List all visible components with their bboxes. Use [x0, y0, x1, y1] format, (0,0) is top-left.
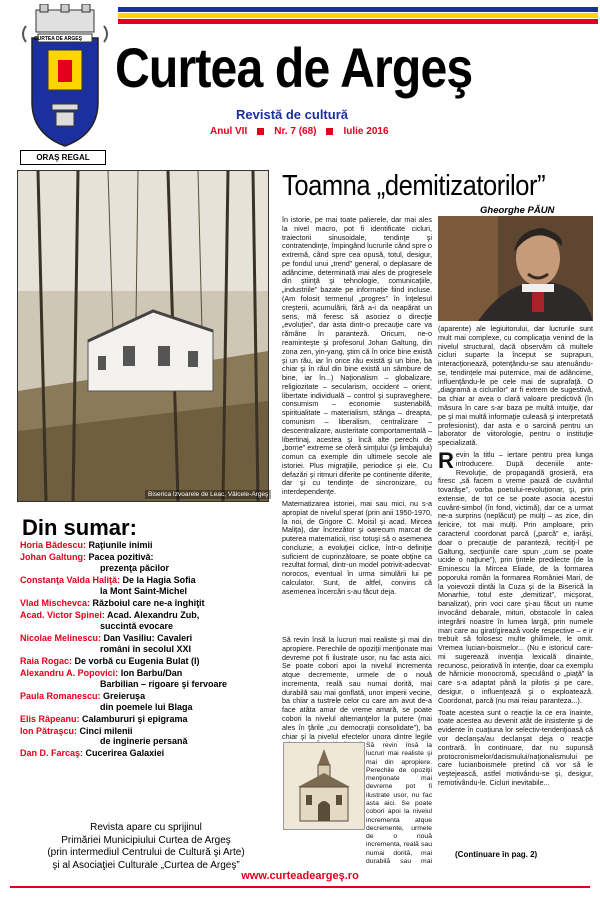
sponsor-line: şi al Asociaţiei Culturale „Curtea de Argeş” [52, 859, 240, 871]
article-paragraph: Toate acestea sunt o reacţie la ce era înainte, toate acestea au devenit atât de insistente şi de evidente în cuaţiuna lor selectiv-tendenţioasă că vor declanşa/au declanşat deja o reacţie contrară. În continuare, dar nu supunsă protocronismelor/dacismului/naţionalismului pe care lucianboismele pretind că vor să le veştejească, astfel motivându-se şi, desigur, remotivându-le. Cicluri inevitabile... [438, 707, 593, 787]
author-photo [438, 216, 593, 321]
summary-item[interactable] [20, 598, 270, 609]
flag-stripe-yellow [118, 13, 598, 18]
summary-item[interactable] [20, 610, 270, 632]
issue-year: Anul VII [210, 125, 248, 137]
summary-author: Paula Romanescu: [20, 690, 101, 701]
summary-author: Acad. Victor Spinei: [20, 609, 105, 620]
summary-author: Elis Râpeanu: [20, 713, 80, 724]
sponsor-line: Revista apare cu sprijinul [90, 822, 202, 833]
summary-item[interactable] [20, 748, 270, 759]
website-link[interactable]: www.curteadeargeş.ro [241, 870, 359, 882]
summary-item-continued: români în secolul XXI [100, 643, 192, 654]
summary-item[interactable] [20, 714, 270, 725]
summary-item[interactable] [20, 575, 270, 597]
summary-item-title: Raţiunile inimii [88, 540, 153, 550]
summary-item[interactable] [20, 668, 270, 690]
summary-item-continued: prezenţa păcilor [100, 562, 170, 573]
article-column-3 [438, 325, 593, 865]
summary-item-title: Războiul care ne-a înghiţit [92, 597, 205, 608]
city-status-banner: ORAŞ REGAL [20, 150, 106, 165]
summary-item-title: De vorbă cu Eugenia Bulat (I) [74, 655, 200, 666]
article-paragraph: În istorie, pe mai toate palierele, dar mai ales la nivel macro, pot fi identificate cicluri, traiectorii sinusoidale, tendinţe şi contratendinţe, împingând lucrurile când spre o extremă, când spre cea opusă, totul, desigur, pe fondul unui „trend” general, o deplasare de adâncime, determinată mai ales de progresele din ştiinţă şi tehnologie, comunicaţiile, „industriile” bazate pe informaţie fiind incluse. (Am folosit termenul „progres” în înţelesul creşterii, acumulării, fără a-i da neapărat un sens, mă feresc să asociez o direcţie „evoluţiei”, dar asta dintr-o precauţie care va rămâne în paranteză. Oricum, ne-o reaminteşte şi profesorul Johan Galtung, din zona zen, yin-yang, ştim că în orice bine există şi un rău, iar în orice rău există şi un bine, ba chiar şi în răul din bine există un sâmbure de bine, iar în...) Naţionalism – globalizare, religiozitate – secularism, occident – orient, libertate individuală – control şi supraveghere, consumism – economie sustenabilă, spiritualitate – materialism, stânga – dreapta, comunism – liberalism, centralizare – descentralizare, austeritate comportamentală – libertinaj, acestea şi încă alte perechi de „borne” extreme se oferă simţului (şi limbajului) comun ca exemple din ultimele secole ale istoriei. Plus migraţiile, periodice şi ele. Cu defazări şi ritmuri diferite pe continente diferite, dar şi cu tendinţe de sincronizare, cu interdependenţe. [282, 216, 432, 497]
continued-note[interactable]: (Continuare în pag. 2) [455, 850, 538, 859]
summary-item-continued: Barbilian – rigoare şi fervoare [100, 678, 228, 689]
summary-item[interactable] [20, 540, 270, 551]
article-column-2 [282, 636, 432, 742]
sponsor-line: (prin intermediul Centrului de Cultură şi Arte) [47, 847, 245, 858]
summary-author: Alexandru A. Popovici: [20, 667, 119, 678]
summary-item-continued: de inginerie persană [100, 736, 188, 747]
footer-rule [10, 886, 590, 888]
summary-item-title: Dan Vasiliu: Cavaleri [103, 632, 193, 643]
summary-author: Raia Rogac: [20, 655, 73, 666]
summary-item-title: Greieruşa [103, 690, 146, 701]
photo-caption: Biserica Izvoarele de Leac, Vâlcele-Argeş [145, 490, 271, 499]
summary-author: Dan D. Farcaş: [20, 748, 84, 759]
summary-item-title: De la Hagia Sofia [122, 574, 196, 585]
masthead-title: Curtea de Argeş [115, 36, 473, 99]
article-paragraph: Să revin însă la lucruri mai realiste şi mai din apropiere. Perechile de opoziţii menţionate mai devreme pot fi ilustrate usor, nu fac asta aici. Se poate cobori apoi la nivelul incrementa atque decremente, urmele de o nouă incrementa, reală sau numai dorită, mai durabilă sau mai gonflată, unor imperii vecine, ba chiar a tustrele celor cu care am avut de-a face atâta amar de vreme amară, se poate cobori la nivelul alternanţelor la putere (mai ales în ţările „cu democraţii consolidate”), ba chiar şi la nivelul efectelor unora dintre legile [282, 636, 432, 741]
article-paragraph: (aparente) ale legiuitorului, dar lucrurile sunt mult mai complexe, cu complicaţia venind de la nivelul structural, dacă observăm că multele cicluri suparte la început se suprapun, interacţionează, potenţându-se sau atenuându-se, tendinţele mai puternice, mai de adâncime, influenţându-le pe cele mai de suprafaţă. O „diagramă a ciclurilor” ar fi extrem de sugestivă, ba chiar ar avea o clară valoare predictivă (în măsura în care s-ar baza pe multă intuiţie, dar pe şi mai multă informaţie culeasă şi interpretată profesionist), dar asta e o sarcină pentru un laborator de viitorologie, pentru o instituţie specializată. [438, 325, 593, 448]
crest-label: CURTEA DE ARGEŞ [34, 36, 82, 42]
article-author: Gheorghe PĂUN [480, 205, 555, 216]
article-paragraph: Să revin însă la lucruri mai realiste şi mai din apropiere. Perechile de opoziţii menţionate mai devreme pot fi ilustrate usor, nu fac asta aici. Se poate cobori apoi la nivelul incrementa atque decremente, urmele de o nouă incrementa, reală sau numai dorită, mai durabilă sau mai [366, 742, 432, 865]
article-paragraph [438, 447, 593, 706]
summary-item[interactable] [20, 726, 270, 748]
city-crest-icon [18, 4, 112, 166]
summary-item-continued: succintă evocare [100, 620, 174, 631]
issue-date: Iulie 2016 [343, 125, 389, 137]
separator-square-icon [257, 128, 264, 135]
summary-author: Vlad Mischevca: [20, 597, 91, 608]
flag-stripe-blue [118, 7, 598, 12]
summary-author: Johan Galtung: [20, 551, 86, 562]
summary-list [20, 540, 270, 760]
summary-item[interactable] [20, 691, 270, 713]
article-paragraph: Matematizarea istoriei, mai sau mici, nu s-a apropiat de nivelul sperat (prin anii 1950-1970, la noi, de Grigore C. Moisil şi acad. Mircea Maliţa), dar încrezător şi oarecum marcat de puterea matematicii, risc totuşi să o asemenea concluzie, a evoluţiei ciclice, într-o definiţie suficient de cuprinzătoare, se poate obţine ca rezultat formal, dintr-un model potrivit-adecvat-norocos, eventual în urma simulării lui pe calculator. Sunt, de altfel, convins că asemenea încercări s-au făcut deja. [282, 499, 432, 596]
flag-stripe-red [118, 19, 598, 24]
summary-item-title: Cinci milenii [79, 725, 133, 736]
summary-item-title: Pacea pozitivă: [88, 551, 154, 562]
church-photo [17, 170, 269, 502]
article-paragraph-text: evin la titlu – iertare pentru prea lunga introducere. După deceniile ante-Revoluţie, de propagandă grosieră, era firesc „să facem o vreme pauză de cuvântul tovarăşe”, vorba poetului-revoluţionar, şi, prin extensie, de tot ce se poate asocia acestui cuvânt-simbol (în fond, victimă), dar ce a urmat ne-a surprins (neplăcut) pe mulţi – as zice, din fericire, tot mai mulţi. Prin amploare, prin caracterul coordonat parcă („parcă” e, iarăşi, doar o precauţie de parantezâ, recitiţi-l pe Galtung, secţiunile care spun „cum se poate ucide o naţiune”), prin ţintele predilecte (de la Eminescu la Mircea Eliade, de la formarea poporului român la formarea României Mari, de la voievozii dintâi la Cuza şi de la Biserică la Monarhie, totul este „demitizat”, micşorat, banalizat), prin voci care şi-au făcut un nume invocând debarale, mituri, obstacole în calea integrării noastre în lumea largă, prin numele mari care au girat/gireazâ voole respective – e ir trebuit să folosesc multe ghilimele, le omit. Vremea lucian-boismelor... (Nu e istoricul care-mi sugerează invenţia lexicală dinainte, recunosc, peiorativă în intenţie, doar ca exemplu de hărnicie monocromă, speculând o „piaţă” la care s-a adaptat până la pilotis şi pe care, desigur, o influenţează şi o exploatează. Coordonat, parcă (nu mai reiau paranteza...). [438, 449, 593, 705]
summary-author: Nicolae Melinescu: [20, 632, 102, 643]
issue-info-bar [118, 124, 598, 138]
summary-item-continued: din poemele lui Blaga [100, 701, 193, 712]
sponsor-note [28, 822, 264, 872]
summary-item-title: Ion Barbu/Dan [120, 667, 183, 678]
summary-author: Ion Pătraşcu: [20, 725, 78, 736]
summary-title: Din sumar: [22, 515, 137, 540]
separator-square-icon [326, 128, 333, 135]
summary-item[interactable] [20, 552, 270, 574]
masthead-subtitle: Revistă de cultură [236, 107, 348, 122]
summary-item-continued: la Mont Saint-Michel [100, 585, 188, 596]
summary-item[interactable] [20, 633, 270, 655]
dropcap: R [438, 447, 454, 473]
sponsor-line: Primăriei Municipiului Curtea de Argeş [61, 834, 231, 846]
summary-item[interactable] [20, 656, 270, 667]
article-column-2b [366, 742, 432, 866]
summary-item-title: Calambururi şi epigrama [82, 713, 188, 724]
summary-author: Constanţa Valda Haliţă: [20, 574, 121, 585]
church-drawing [283, 742, 365, 830]
summary-item-title: Acad. Alexandru Zub, [107, 609, 200, 620]
summary-author: Horia Bădescu: [20, 540, 87, 550]
article-title: Toamna „demitizatorilor” [282, 170, 546, 202]
issue-number: Nr. 7 (68) [274, 125, 317, 137]
summary-item-title: Cucerirea Galaxiei [85, 748, 165, 759]
